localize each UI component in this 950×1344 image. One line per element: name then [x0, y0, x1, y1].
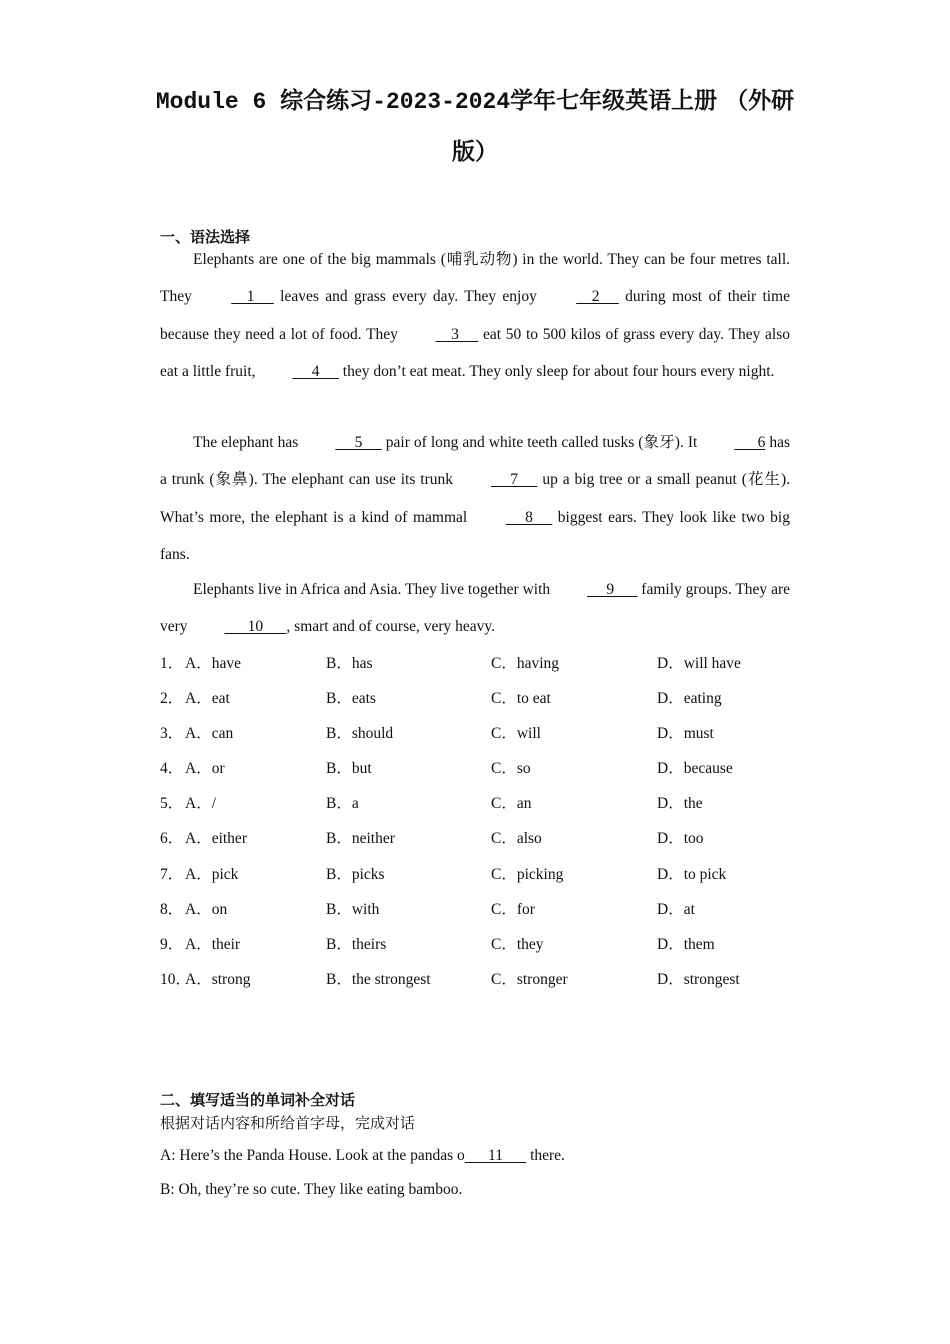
- option[interactable]: D．too: [657, 830, 704, 848]
- options-row-8: 8． A．on B．with C．for D．at: [160, 891, 800, 926]
- option[interactable]: C．stronger: [491, 970, 568, 988]
- options-row-2: 2． A．eat B．eats C．to eat D．eating: [160, 680, 800, 715]
- option[interactable]: A．/: [185, 795, 217, 813]
- option[interactable]: B．has: [326, 655, 373, 672]
- passage-paragraph-1: Elephants are one of the big mammals (哺乳动物) in the world. They can be four metres tall. They 1 leaves and grass every day. They enjoy 2 during most of their time because they need a lot of food. They 3 eat 50 to 500 kilos of grass every day. They also eat a little fruit, 4 they don’t eat meat. They only sleep for about four hours every night.: [160, 241, 790, 390]
- options-row-10: 10． A．strong B．the strongest C．stronger D．strongest: [160, 961, 800, 996]
- option[interactable]: B．with: [326, 900, 380, 918]
- options-row-3: 3． A．can B．should C．will D．must: [160, 715, 800, 750]
- blank-4[interactable]: 4: [292, 362, 339, 380]
- blank-5[interactable]: 5: [335, 434, 382, 451]
- option[interactable]: D．at: [657, 900, 695, 918]
- option[interactable]: B．a: [326, 795, 359, 813]
- option[interactable]: C．for: [491, 900, 535, 918]
- option[interactable]: B．theirs: [326, 935, 387, 953]
- passage-paragraph-2: The elephant has 5 pair of long and white teeth called tusks (象牙). It 6 has a trunk (象鼻). The elephant can use its trunk 7 up a big tree or a small peanut (花生). What’s more, the elephant is a kind of mammal 8 biggest ears. They look like two big fans.: [160, 424, 790, 573]
- option[interactable]: D．the: [657, 795, 703, 813]
- page-title: [150, 76, 800, 177]
- blank-10[interactable]: 10: [224, 618, 287, 636]
- blank-9[interactable]: 9: [587, 581, 638, 598]
- option[interactable]: C．also: [491, 830, 542, 848]
- option[interactable]: D．strongest: [657, 970, 740, 988]
- options-row-4: 4． A．or B．but C．so D．because: [160, 750, 800, 785]
- option[interactable]: B．picks: [326, 865, 385, 883]
- option[interactable]: C．will: [491, 725, 541, 743]
- option[interactable]: B．eats: [326, 690, 376, 708]
- blank-6[interactable]: 6: [734, 434, 766, 451]
- options-row-5: 5． A．/ B．a C．an D．the: [160, 785, 800, 820]
- option[interactable]: B．the strongest: [326, 970, 431, 988]
- dialog-line-b: B: Oh, they’re so cute. They like eating bamboo.: [160, 1181, 463, 1198]
- options-row-1: 1． A．have B．has C．having D．will have: [160, 645, 800, 680]
- option[interactable]: B．neither: [326, 830, 395, 848]
- option[interactable]: B．should: [326, 725, 394, 743]
- blank-7[interactable]: 7: [490, 471, 538, 489]
- option[interactable]: C．so: [491, 760, 531, 778]
- option[interactable]: A．have: [185, 655, 241, 672]
- option[interactable]: A．either: [185, 830, 247, 848]
- option[interactable]: C．to eat: [491, 690, 551, 708]
- option[interactable]: C．they: [491, 935, 544, 953]
- blank-1[interactable]: 1: [231, 288, 274, 306]
- option[interactable]: D．them: [657, 935, 715, 953]
- option[interactable]: C．having: [491, 655, 560, 672]
- title-line-2: 版）: [452, 138, 498, 165]
- options-row-7: 7． A．pick B．picks C．picking D．to pick: [160, 856, 800, 891]
- option[interactable]: D．must: [657, 725, 714, 743]
- blank-3[interactable]: 3: [435, 325, 479, 343]
- option[interactable]: D．eating: [657, 690, 722, 708]
- options-row-6: 6． A．either B．neither C．also D．too: [160, 820, 800, 855]
- option[interactable]: A．pick: [185, 865, 239, 883]
- section2-instruction: 根据对话内容和所给首字母，完成对话: [160, 1114, 416, 1132]
- option[interactable]: A．can: [185, 725, 234, 743]
- option[interactable]: D．will have: [657, 655, 741, 672]
- title-line-1: Module 6 综合练习-2023-2024学年七年级英语上册 （外研: [155, 87, 795, 115]
- option[interactable]: A．their: [185, 935, 241, 953]
- option[interactable]: B．but: [326, 760, 372, 778]
- dialog-line-a: A: Here’s the Panda House. Look at the pandas o 11 there.: [160, 1147, 565, 1164]
- blank-8[interactable]: 8: [505, 508, 553, 526]
- option[interactable]: C．picking: [491, 865, 564, 883]
- option[interactable]: C．an: [491, 795, 532, 813]
- option[interactable]: A．eat: [185, 690, 230, 708]
- option[interactable]: A．on: [185, 900, 228, 918]
- options-list: [160, 645, 800, 996]
- option[interactable]: D．because: [657, 760, 733, 778]
- passage-paragraph-3: Elephants live in Africa and Asia. They live together with 9 family groups. They are very 10 , smart and of course, very heavy.: [160, 571, 790, 646]
- section2-heading: 二、填写适当的单词补全对话: [160, 1091, 356, 1109]
- option[interactable]: D．to pick: [657, 865, 727, 883]
- options-row-9: 9． A．their B．theirs C．they D．them: [160, 926, 800, 961]
- option[interactable]: A．strong: [185, 970, 251, 988]
- section1-heading: 一、语法选择: [160, 228, 251, 246]
- blank-11[interactable]: 11: [464, 1147, 527, 1164]
- blank-2[interactable]: 2: [576, 288, 619, 306]
- option[interactable]: A．or: [185, 760, 225, 778]
